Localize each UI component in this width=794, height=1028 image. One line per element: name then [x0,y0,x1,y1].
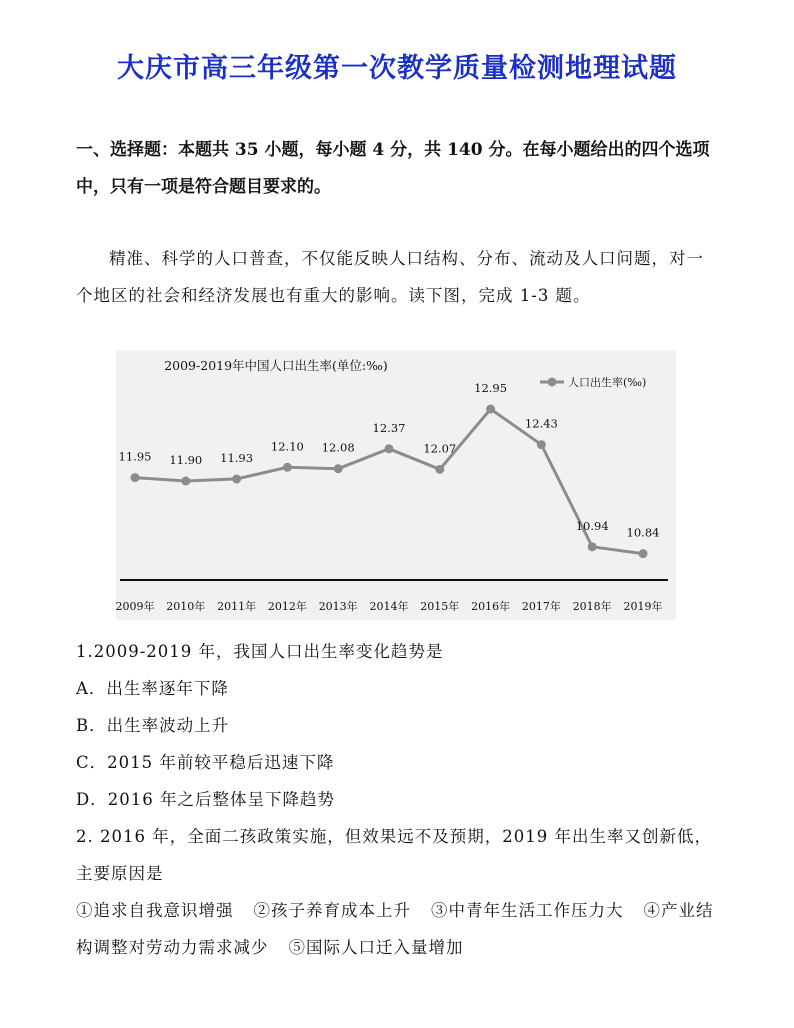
x-tick-label: 2009年 [116,600,155,613]
x-tick-label: 2017年 [521,600,561,613]
x-tick-label: 2014年 [369,600,409,613]
data-point [537,440,546,449]
data-point [588,542,597,551]
data-point [283,463,292,472]
page-title: 大庆市高三年级第一次教学质量检测地理试题 [117,53,677,84]
data-label: 11.93 [220,450,254,465]
data-label: 10.84 [626,525,660,540]
data-label: 12.10 [270,439,304,454]
option-letter: A． [76,679,107,698]
chart-svg [116,350,676,620]
option-text: 出生率波动上升 [106,716,230,735]
data-point [435,465,444,474]
x-tick-label: 2016年 [471,600,511,613]
question-2-statements [76,892,724,966]
statement-2: ②孩子养育成本上升 [253,901,411,920]
question-1-stem: 1.2009-2019 年，我国人口出生率变化趋势是 [76,642,444,661]
question-1-option-a[interactable] [76,670,724,707]
data-label: 12.08 [321,440,355,455]
option-letter: B． [76,716,107,735]
statement-3: ③中青年生活工作压力大 [431,901,624,920]
data-point [486,405,495,414]
question-1-option-d[interactable] [76,781,724,818]
statement-5: ⑤国际人口迁入量增加 [288,938,464,957]
legend-label: 人口出生率(‰) [568,376,647,389]
option-text: 2016 年之后整体呈下降趋势 [107,790,335,809]
data-label: 12.95 [474,381,508,395]
legend-marker [548,378,557,387]
x-tick-label: 2010年 [166,600,206,613]
x-tick-label: 2013年 [318,600,358,613]
question-1-option-b[interactable] [76,707,724,744]
option-text: 2015 年前较平稳后迅速下降 [107,753,335,772]
data-label: 12.07 [423,441,457,456]
data-label: 11.90 [169,453,203,467]
question-1-option-c[interactable] [76,744,724,781]
data-label: 12.37 [372,420,406,435]
option-letter: C． [76,753,108,772]
data-label: 12.43 [524,416,558,431]
data-point [181,477,190,486]
section-header: 一、选择题：本题共 35 小题，每小题 4 分，共 140 分。在每小题给出的四个选项中，只有一项是符合题目要求的。 [76,140,710,197]
statement-4: ④产业结构调整对劳动力需求减少 [76,901,714,957]
data-point [334,464,343,473]
option-text: 出生率逐年下降 [106,679,229,698]
data-point [131,473,140,482]
data-point [639,549,648,558]
data-label: 11.95 [118,449,152,464]
x-tick-label: 2011年 [217,600,257,613]
x-tick-label: 2015年 [420,600,460,613]
birth-rate-chart [116,350,676,620]
statement-1: ①追求自我意识增强 [76,901,234,920]
question-2-stem: 2. 2016 年，全面二孩政策实施，但效果远不及预期，2019 年出生率又创新低，主要原因是 [76,827,712,883]
x-tick-label: 2018年 [572,600,612,613]
data-point [385,444,394,453]
chart-title: 2009-2019年中国人口出生率(单位:‰) [164,358,388,373]
x-tick-label: 2012年 [267,600,307,613]
option-letter: D． [76,790,108,809]
data-label: 10.94 [575,518,609,533]
intro-paragraph: 精准、科学的人口普查，不仅能反映人口结构、分布、流动及人口问题，对一个地区的社会和经济发展也有重大的影响。读下图，完成 1-3 题。 [76,249,704,305]
x-tick-label: 2019年 [623,600,663,613]
data-point [232,474,241,483]
